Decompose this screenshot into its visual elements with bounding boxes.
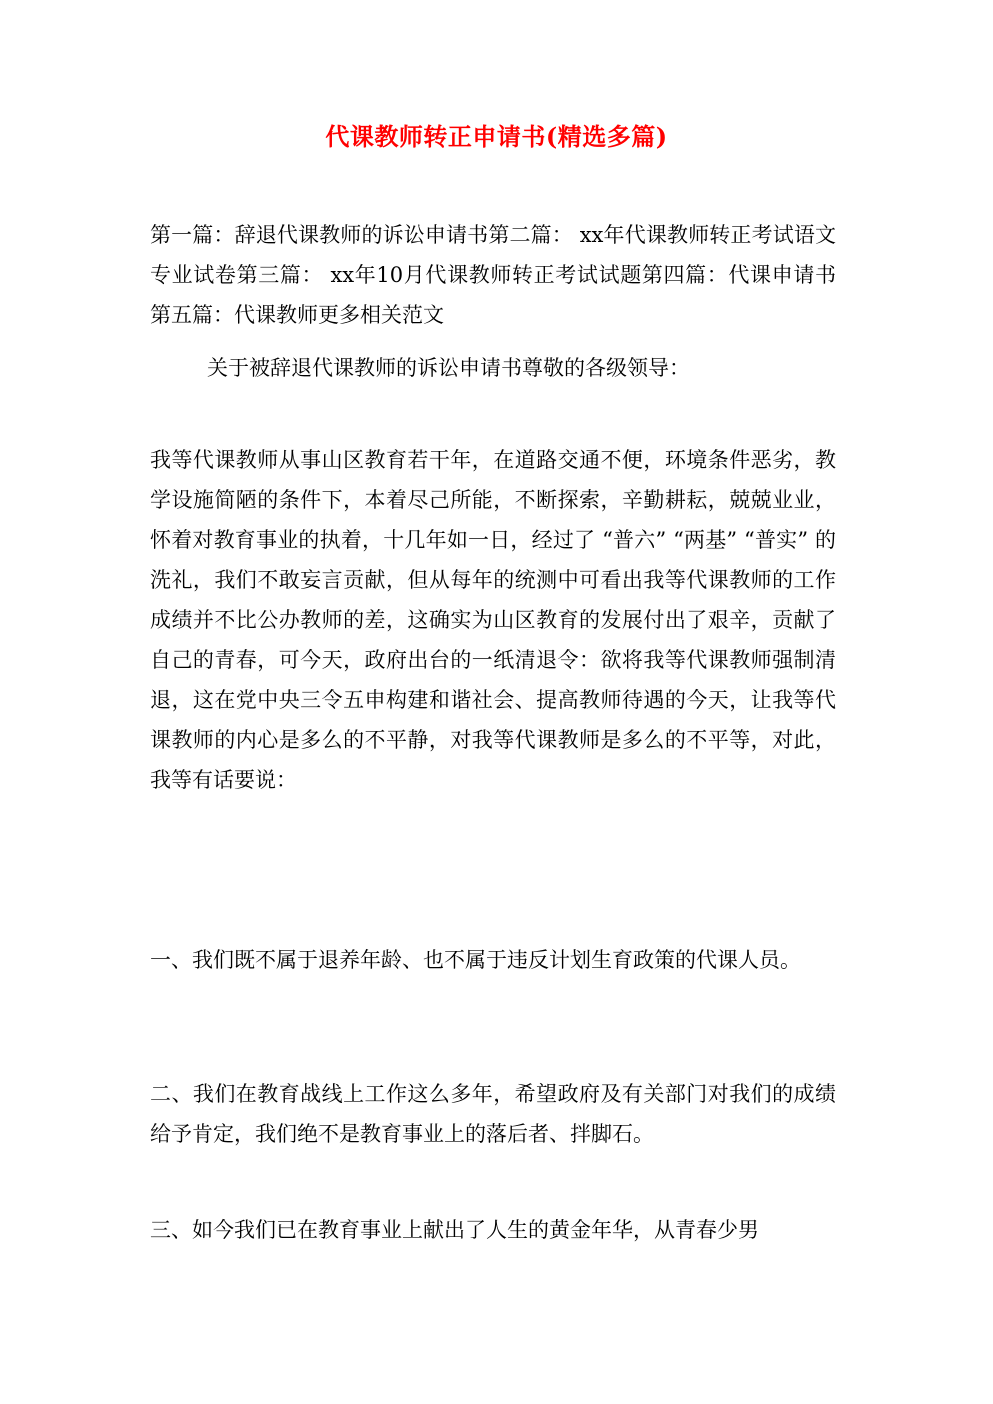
letter-heading: 关于被辞退代课教师的诉讼申请书尊敬的各级领导： [207, 356, 690, 380]
body-paragraph: 三、如今我们已在教育事业上献出了人生的黄金年华，从青春少男 [150, 1218, 759, 1242]
table-of-contents: 第一篇：辞退代课教师的诉讼申请书第二篇： xx年代课教师转正考试语文专业试卷第三篇： xx年10月代课教师转正考试试题第四篇：代课申请书第五篇：代课教师更多相关范文 [150, 223, 836, 327]
body-paragraph: 一、我们既不属于退养年龄、也不属于违反计划生育政策的代课人员。 [150, 948, 801, 972]
body-paragraph: 二、我们在教育战线上工作这么多年，希望政府及有关部门对我们的成绩给予肯定，我们绝不是教育事业上的落后者、拌脚石。 [150, 1082, 836, 1146]
document-title: 代课教师转正申请书(精选多篇) [325, 122, 668, 151]
body-paragraph: 我等代课教师从事山区教育若干年，在道路交通不便，环境条件恶劣，教学设施简陋的条件下，本着尽己所能，不断探索，辛勤耕耘，兢兢业业，怀着对教育事业的执着，十几年如一日，经过了 “普六” “两基” “普实” 的洗礼，我们不敢妄言贡献，但从每年的统测中可看出我等代课教师的工作成绩并不比公办教师的差，这确实为山区教育的发展付出了艰辛，贡献了自己的青春，可今天，政府出台的一纸清退令：欲将我等代课教师强制清退，这在党中央三令五申构建和谐社会、提高教师待遇的今天，让我等代课教师的内心是多么的不平静，对我等代课教师是多么的不平等，对此，我等有话要说： [150, 448, 836, 792]
